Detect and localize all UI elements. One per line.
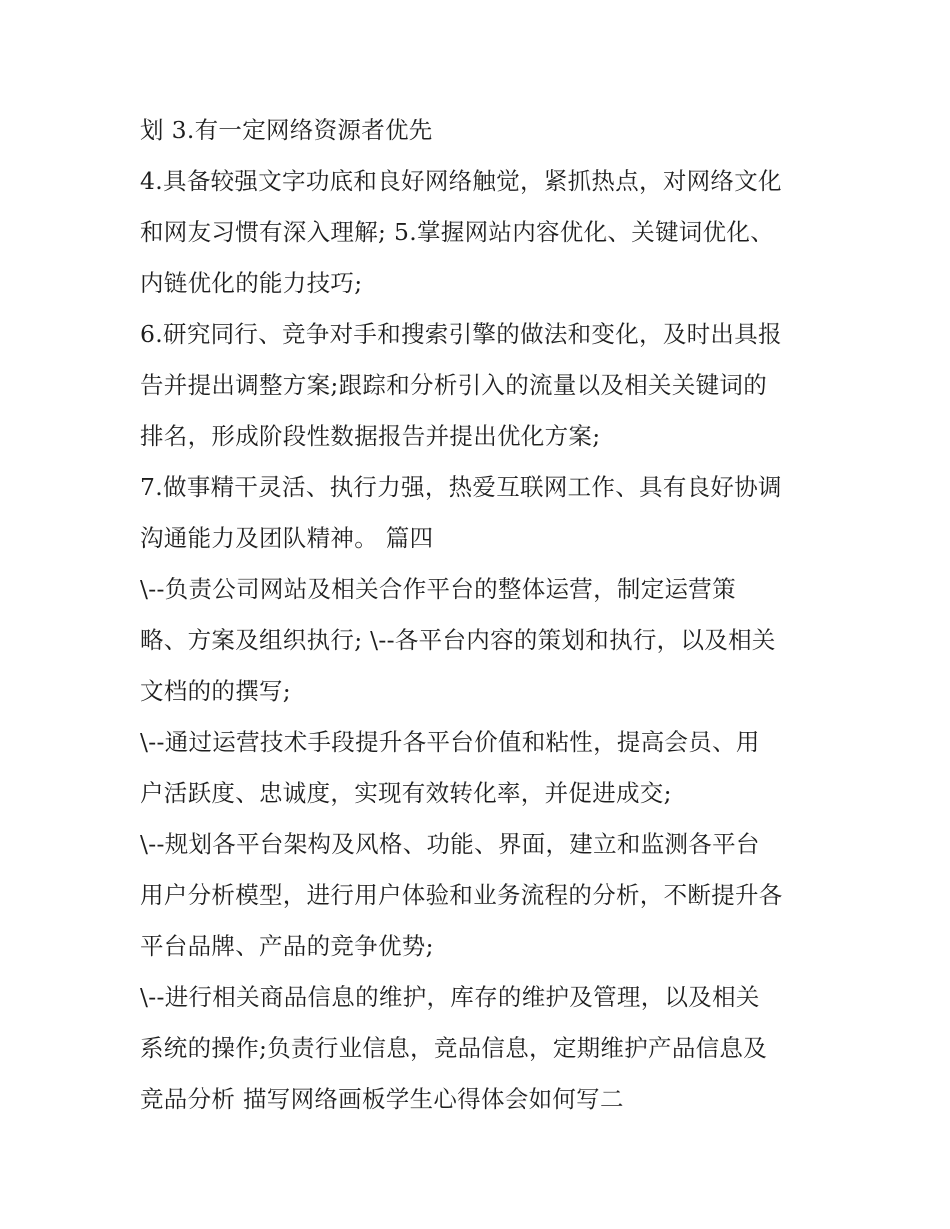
text-line: \--通过运营技术手段提升各平台价值和粘性，提高会员、用 [140, 728, 760, 756]
text-line: 系统的操作;负责行业信息，竞品信息，定期维护产品信息及 [140, 1034, 768, 1062]
text-line: 内链优化的能力技巧; [140, 269, 363, 297]
text-line: 告并提出调整方案;跟踪和分析引入的流量以及相关关键词的 [140, 371, 768, 399]
text-line: 文档的的撰写; [140, 677, 292, 705]
text-line: 户活跃度、忠诚度，实现有效转化率，并促进成交; [140, 779, 672, 807]
text-line: 平台品牌、产品的竞争优势; [140, 932, 434, 960]
text-line: 6.研究同行、竞争对手和搜索引擎的做法和变化，及时出具报 [140, 320, 782, 348]
text-line: 和网友习惯有深入理解; 5.掌握网站内容优化、关键词优化、 [140, 218, 775, 246]
text-line: 7.做事精干灵活、执行力强，热爱互联网工作、具有良好协调 [140, 473, 782, 501]
text-line: 划 3.有一定网络资源者优先 [140, 116, 433, 144]
text-line: \--进行相关商品信息的维护，库存的维护及管理，以及相关 [140, 983, 760, 1011]
text-line: 沟通能力及团队精神。 篇四 [140, 524, 434, 552]
text-line: \--规划各平台架构及风格、功能、界面，建立和监测各平台 [140, 830, 760, 858]
text-line: \--负责公司网站及相关合作平台的整体运营，制定运营策 [140, 575, 736, 603]
text-line: 用户分析模型，进行用户体验和业务流程的分析，不断提升各 [140, 881, 783, 909]
text-line: 略、方案及组织执行; \--各平台内容的策划和执行，以及相关 [140, 626, 776, 654]
text-line: 排名，形成阶段性数据报告并提出优化方案; [140, 422, 601, 450]
text-line: 4.具备较强文字功底和良好网络触觉，紧抓热点，对网络文化 [140, 167, 782, 195]
text-line: 竞品分析 描写网络画板学生心得体会如何写二 [140, 1085, 624, 1113]
